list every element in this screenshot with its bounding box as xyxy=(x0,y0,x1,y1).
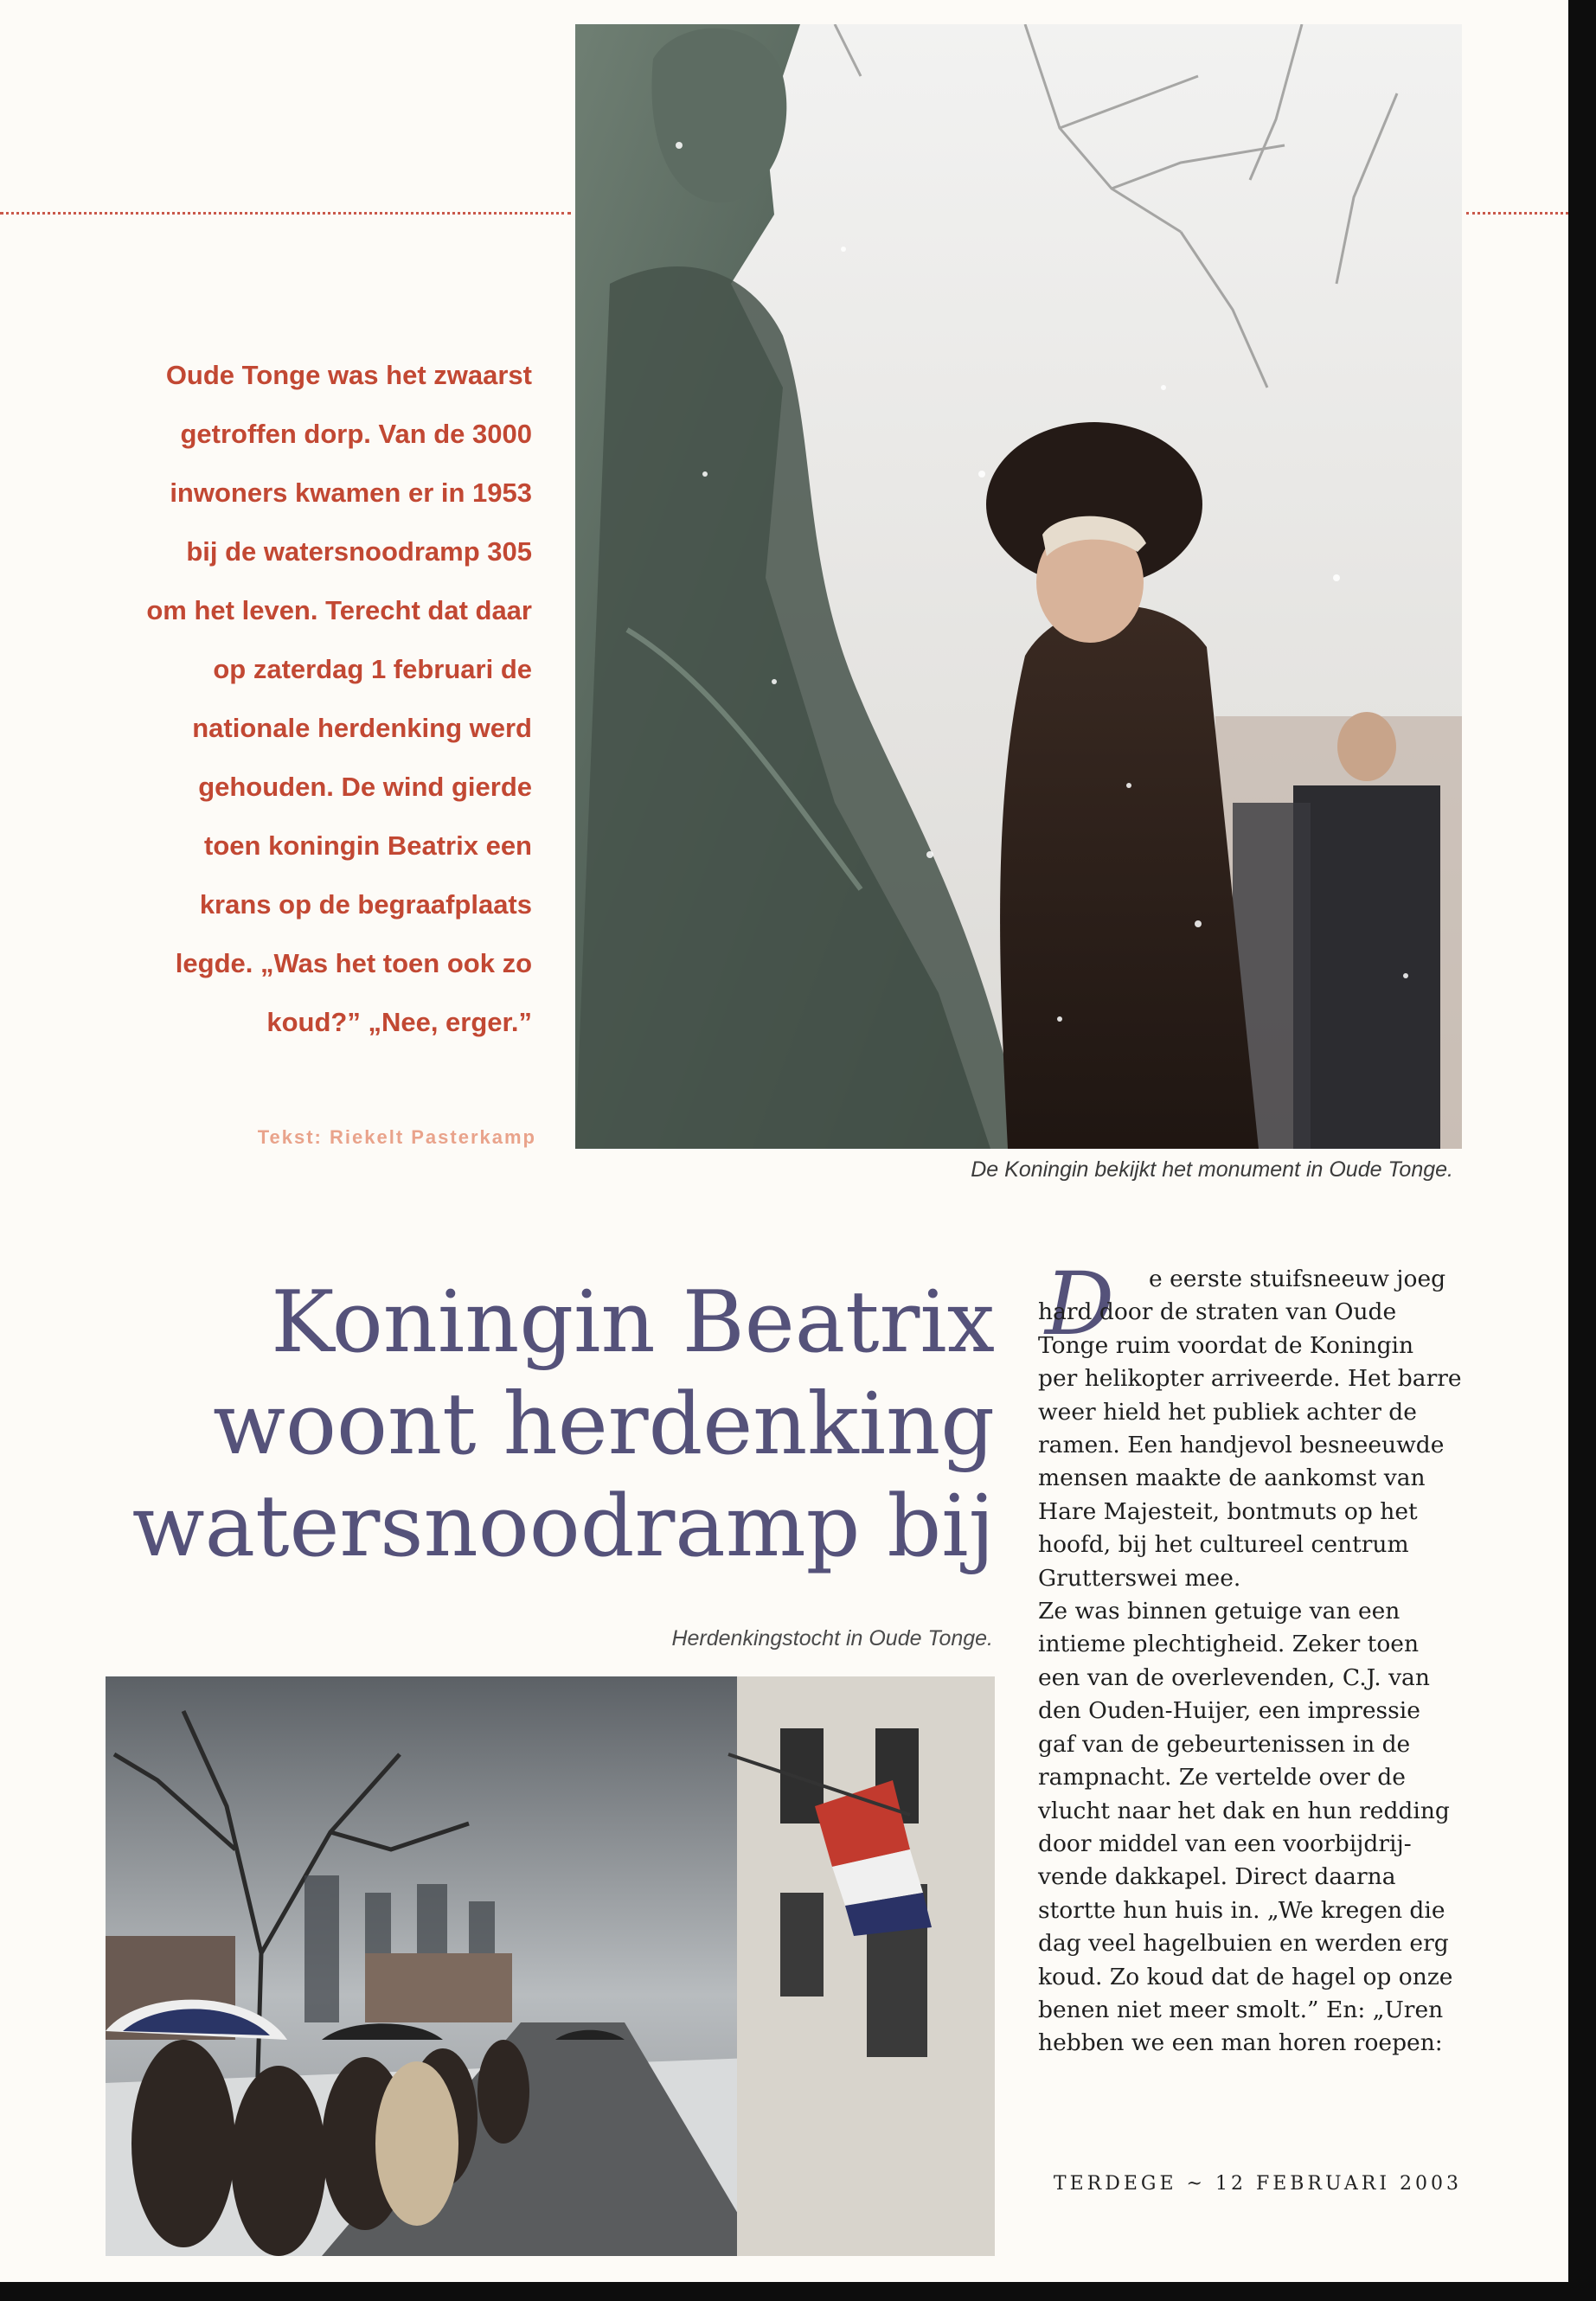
author-byline: Tekst: Riekelt Pasterkamp xyxy=(257,1126,536,1148)
article-line: Grutterswei mee. xyxy=(1038,1564,1241,1592)
article-line: benen niet meer smolt.” En: „Uren xyxy=(1038,1996,1444,2023)
pull-quote xyxy=(95,346,532,1052)
article-line: hebben we een man horen roepen: xyxy=(1038,2029,1443,2057)
photo-caption-bottom: Herdenkingstocht in Oude Tonge. xyxy=(671,1626,993,1650)
article-line: weer hield het publiek achter de xyxy=(1038,1398,1417,1426)
pull-quote-line: toen koningin Beatrix een xyxy=(204,830,532,861)
article-line: stortte hun huis in. „We kregen die xyxy=(1038,1896,1445,1924)
photo-caption-top: De Koningin bekijkt het monument in Oude Tonge. xyxy=(971,1157,1453,1182)
article-line: vende dakkapel. Direct daarna xyxy=(1038,1863,1396,1891)
drop-cap-letter: D xyxy=(1045,1256,1115,1351)
article-line: rampnacht. Ze vertelde over de xyxy=(1038,1764,1406,1791)
pull-quote-line: legde. „Was het toen ook zo xyxy=(175,948,532,978)
dotted-rule-right xyxy=(1466,212,1568,215)
article-line: Ze was binnen getuige van een xyxy=(1038,1598,1401,1625)
pull-quote-line: op zaterdag 1 februari de xyxy=(213,654,532,684)
article-line: per helikopter arriveerde. Het barre xyxy=(1038,1365,1462,1393)
article-body xyxy=(1038,1263,1466,2061)
article-paragraph xyxy=(1038,1595,1466,2061)
article-line: een van de overlevenden, C.J. van xyxy=(1038,1663,1430,1691)
pull-quote-line: koud?” „Nee, erger.” xyxy=(266,1007,532,1037)
dotted-rule-left xyxy=(0,212,571,215)
photo-memorial-procession xyxy=(106,1676,995,2256)
pull-quote-line: Oude Tonge was het zwaarst xyxy=(165,360,532,390)
headline-line: watersnoodramp bij xyxy=(131,1477,995,1576)
pull-quote-line: inwoners kwamen er in 1953 xyxy=(170,478,532,508)
article-line: den Ouden-Huijer, een impressie xyxy=(1038,1697,1420,1725)
article-line: gaf van de gebeurtenissen in de xyxy=(1038,1730,1411,1758)
photo-queen-at-monument xyxy=(575,24,1462,1149)
article-line: hoofd, bij het cultureel centrum xyxy=(1038,1531,1409,1559)
pull-quote-line: getroffen dorp. Van de 3000 xyxy=(180,419,532,449)
page-footer: TERDEGE ~ 12 FEBRUARI 2003 xyxy=(1053,2173,1462,2195)
headline-line: Koningin Beatrix xyxy=(271,1273,995,1372)
pull-quote-line: gehouden. De wind gierde xyxy=(198,772,532,802)
article-line: dag veel hagelbuien en werden erg xyxy=(1038,1930,1449,1958)
page-edge-right xyxy=(1568,0,1596,2301)
article-line: door middel van een voorbijdrij- xyxy=(1038,1830,1412,1857)
article-headline xyxy=(112,1272,995,1578)
article-line: e eerste stuifsneeuw joeg xyxy=(1149,1266,1446,1292)
pull-quote-line: bij de watersnoodramp 305 xyxy=(186,536,532,567)
article-paragraph xyxy=(1038,1263,1466,1595)
article-line: intieme plechtigheid. Zeker toen xyxy=(1038,1631,1420,1658)
headline-line: woont herdenking xyxy=(213,1375,995,1474)
pull-quote-line: om het leven. Terecht dat daar xyxy=(146,595,532,625)
article-line: vlucht naar het dak en hun redding xyxy=(1038,1797,1450,1824)
article-line: hard door de straten van Oude xyxy=(1038,1298,1397,1326)
article-line: Hare Majesteit, bontmuts op het xyxy=(1038,1497,1418,1525)
pull-quote-line: krans op de begraafplaats xyxy=(199,889,532,920)
article-line: mensen maakte de aankomst van xyxy=(1038,1465,1426,1492)
pull-quote-line: nationale herdenking werd xyxy=(192,713,532,743)
article-line: koud. Zo koud dat de hagel op onze xyxy=(1038,1963,1453,1990)
page-edge-bottom xyxy=(0,2282,1596,2301)
article-line: ramen. Een handjevol besneeuwde xyxy=(1038,1432,1445,1459)
article-line: Tonge ruim voordat de Koningin xyxy=(1038,1331,1414,1359)
